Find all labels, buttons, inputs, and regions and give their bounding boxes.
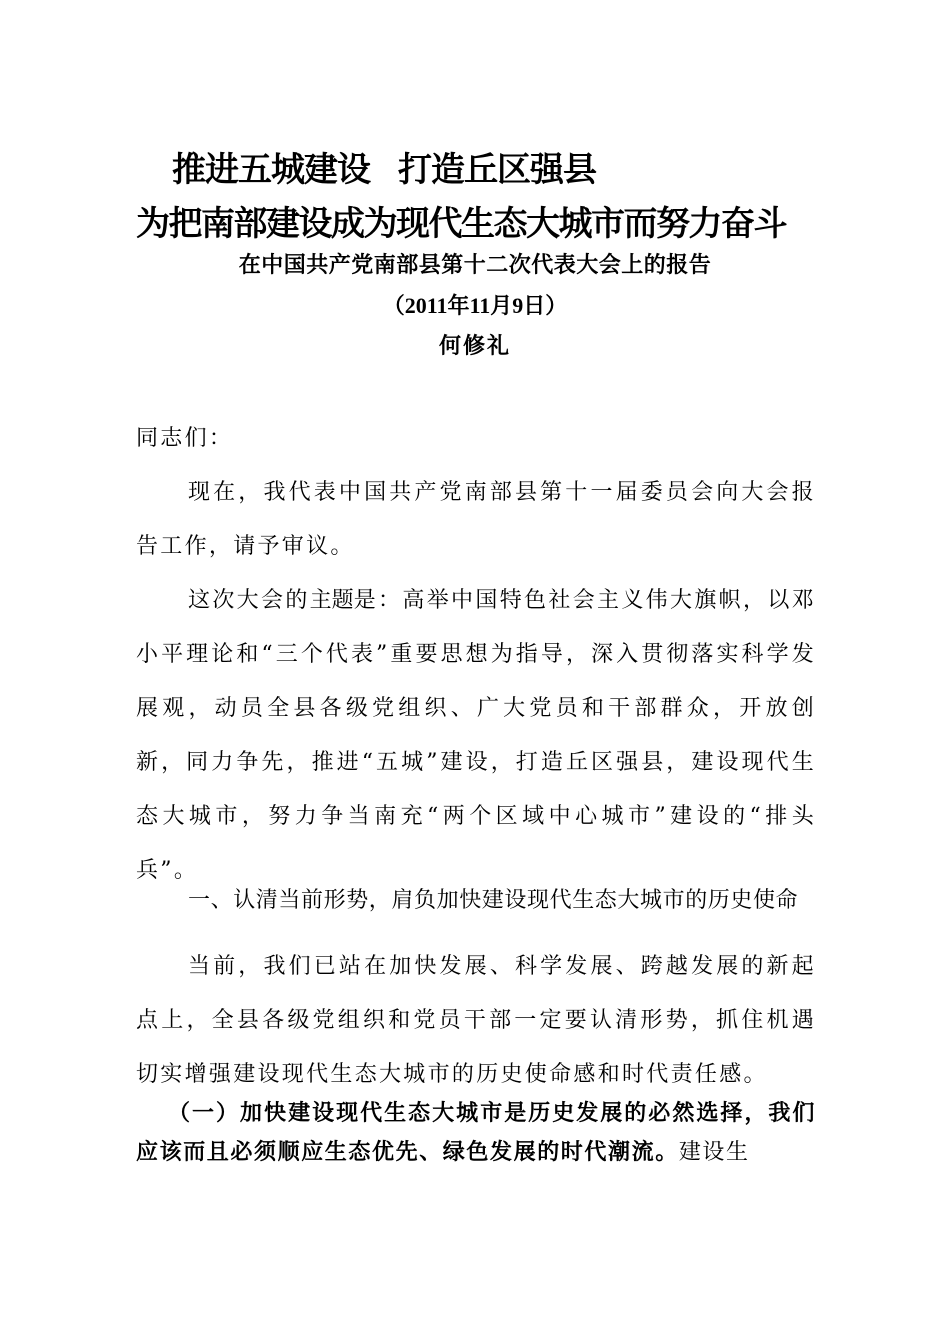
paragraph-4-body: 建设生 [678, 1140, 750, 1165]
greeting: 同志们： [136, 426, 234, 451]
title-line-2: 为把南部建设成为现代生态大城市而努力奋斗 [136, 204, 786, 244]
paragraph-4 [136, 1094, 816, 1172]
paragraph-2-lead: 这次大会的 [188, 588, 310, 613]
title-part-2: 打造丘区强县 [398, 150, 596, 190]
author-name: 何修礼 [438, 334, 511, 359]
paragraph-1: 现在，我代表中国共产党南部县第十一届委员会向大会报告工作，请予审议。 [136, 480, 816, 559]
report-subtitle: 在中国共产党南部县第十二次代表大会上的报告 [238, 253, 712, 278]
paragraph-2-body: 是：高举中国特色社会主义伟大旗帜，以邓小平理论和“三个代表”重要思想为指导，深入贯彻落实科学发展观，动员全县各级党组织、广大党员和干部群众，开放创新，同力争先，推进“五城”建设，打造丘区强县，建设现代生态大城市，努力争当南充“两个区域中心城市”建设的“排头兵”。 [136, 588, 816, 883]
report-date: （2011年11月9日） [382, 293, 568, 318]
section-heading-1: 一、认清当前形势，肩负加快建设现代生态大城市的历史使命 [188, 888, 799, 913]
title-line-1 [172, 142, 596, 191]
paragraph-2 [136, 574, 816, 898]
title-part-1: 推进五城建设 [172, 150, 370, 190]
paragraph-3: 当前，我们已站在加快发展、科学发展、跨越发展的新起点上，全县各级党组织和党员干部一定要认清形势，抓住机遇切实增强建设现代生态大城市的历史使命感和时代责任感。 [136, 954, 816, 1087]
theme-keyword: 主题 [309, 588, 354, 613]
subsection-heading-1: （一）加快建设现代生态大城市是历史发展的必然选择，我们应该而且必须顺应生态优先、绿色发展的时代潮流。 [136, 1100, 816, 1165]
